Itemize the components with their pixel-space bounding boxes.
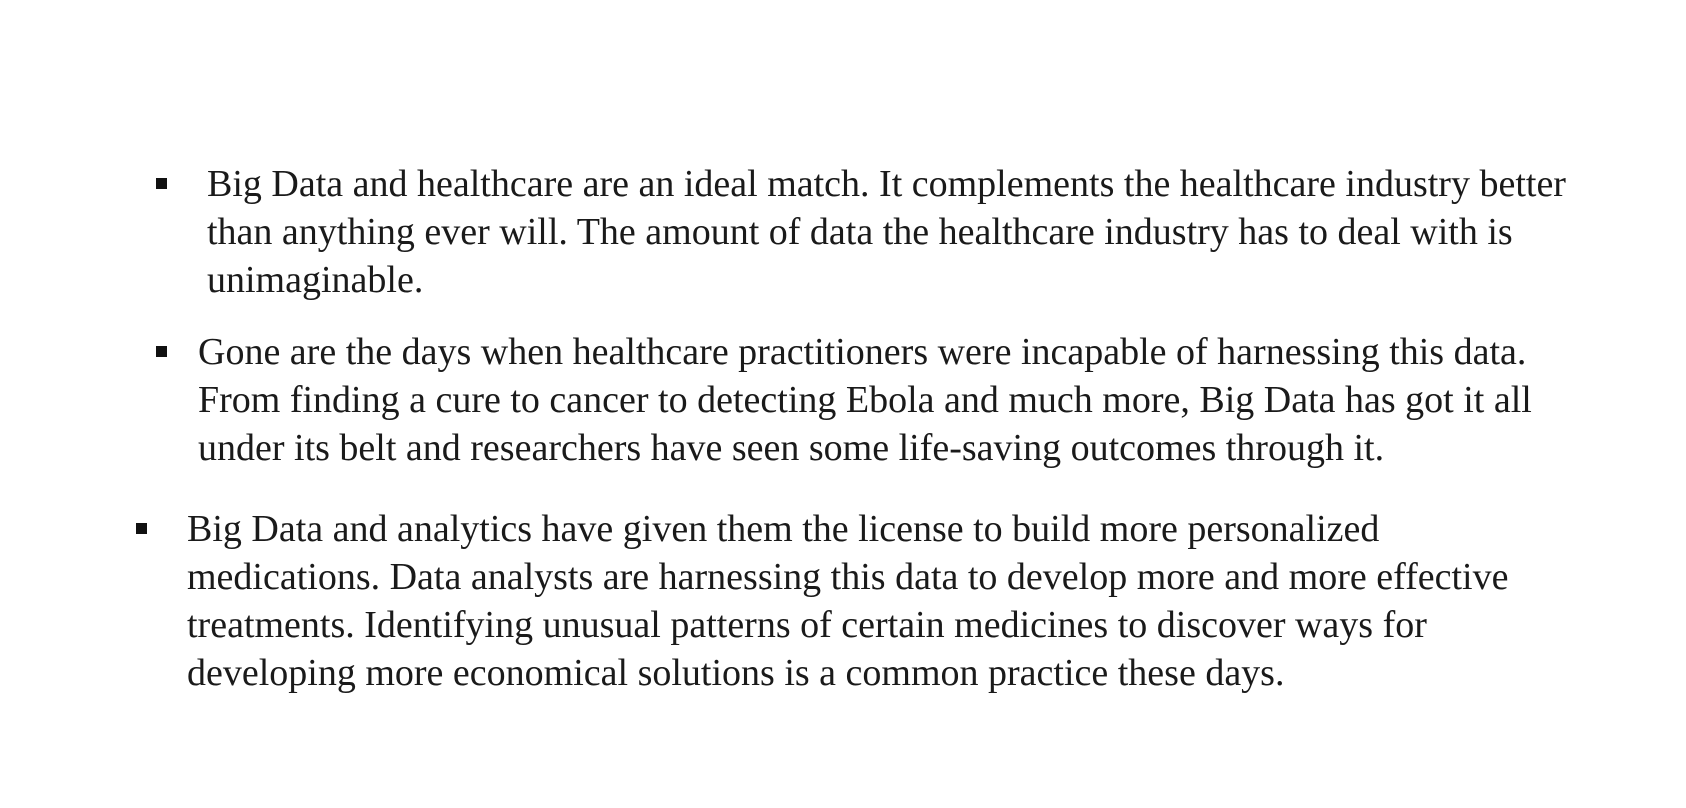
bullet-text: Big Data and analytics have given them the license to build more personalized medications. Data analysts are harnessing this data to develop more and more effective treatments. Identifying unusual patterns of certain medicines to discover ways for developing more economical solutions is a common practice these days. (187, 508, 1509, 694)
bullet-text: Big Data and healthcare are an ideal match. It complements the healthcare industry better than anything ever will. The amount of data the healthcare industry has to deal with is unimaginable. (207, 163, 1566, 301)
square-bullet-icon (156, 178, 167, 189)
square-bullet-icon (156, 346, 167, 357)
square-bullet-icon (136, 523, 147, 534)
bullet-text: Gone are the days when healthcare practitioners were incapable of harnessing this data. From finding a cure to cancer to detecting Ebola and much more, Big Data has got it all under its belt and researchers have seen some life-saving outcomes through it. (198, 331, 1532, 469)
